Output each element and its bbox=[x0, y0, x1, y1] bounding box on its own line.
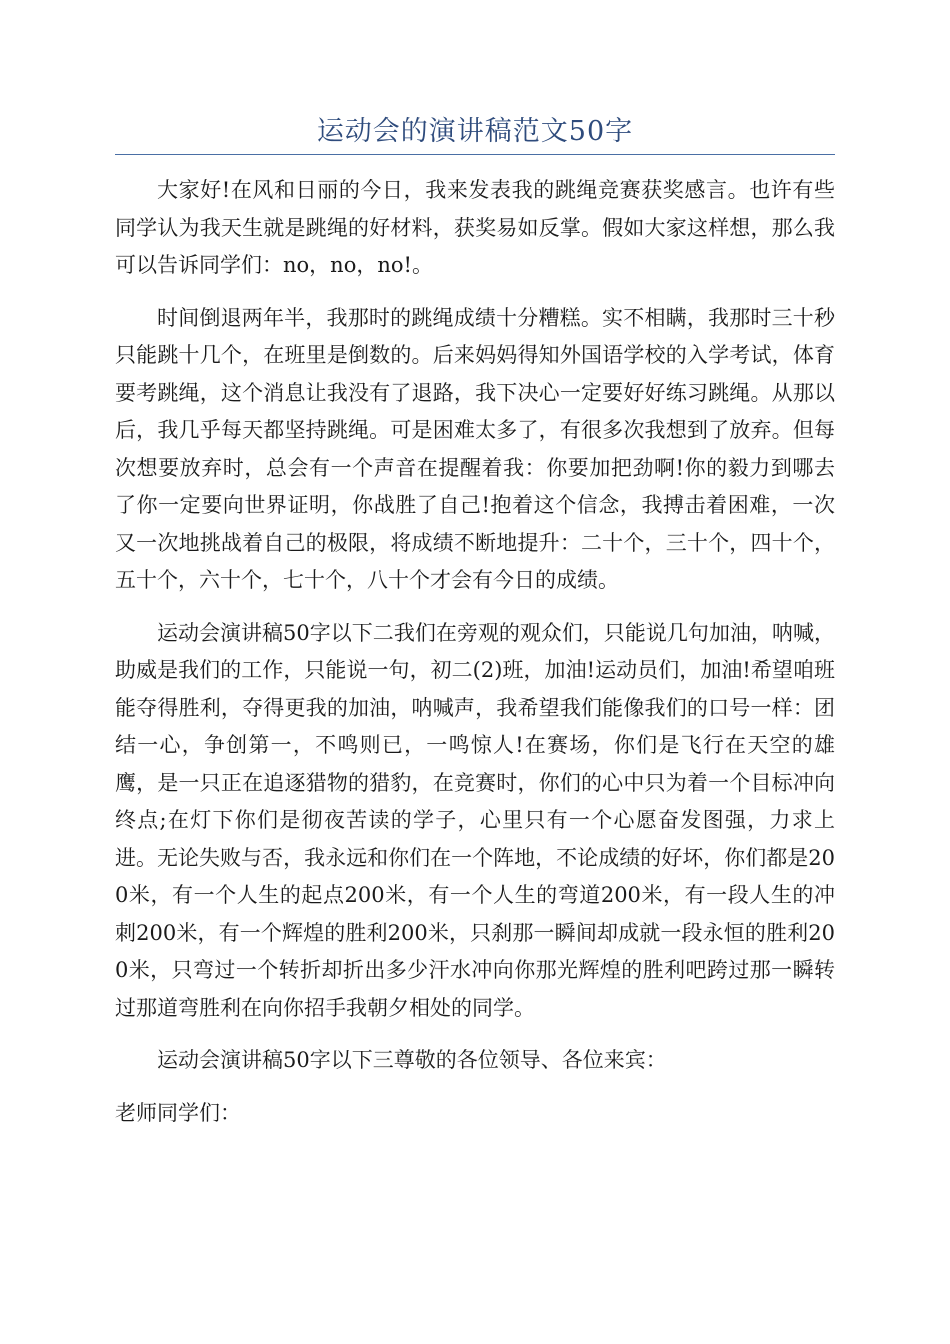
document-title: 运动会的演讲稿范文50字 bbox=[316, 116, 634, 147]
paragraph-speech-three: 运动会演讲稿50字以下三尊敬的各位领导、各位来宾： bbox=[157, 1048, 667, 1072]
paragraph-speech-two: 运动会演讲稿50字以下二我们在旁观的观众们，只能说几句加油，呐喊，助威是我们的工作，只能说一句，初二(2)班，加油!运动员们，加油!希望咱班能夺得胜利，夺得更我的加油，呐喊声，我希望我们能像我们的口号一样：团结一心，争创第一，不鸣则已，一鸣惊人!在赛场，你们是飞行在天空的雄鹰，是一只正在追逐猎物的猎豹，在竞赛时，你们的心中只为着一个目标冲向终点;在灯下你们是彻夜苦读的学子，心里只有一个心愿奋发图强，力求上进。无论失败与否，我永远和你们在一个阵地，不论成绩的好坏，你们都是200米，有一个人生的起点200米，有一个人生的弯道200米，有一段人生的冲刺200米，有一个辉煌的胜利200米，只刹那一瞬间却成就一段永恒的胜利200米，只弯过一个转折却折出多少汗水冲向你那光辉煌的胜利吧跨过那一瞬转过那道弯胜利在向你招手我朝夕相处的同学。 bbox=[115, 620, 835, 1020]
paragraph-story: 时间倒退两年半，我那时的跳绳成绩十分糟糕。实不相瞒，我那时三十秒只能跳十几个，在班里是倒数的。后来妈妈得知外国语学校的入学考试，体育要考跳绳，这个消息让我没有了退路，我下决心一定要好好练习跳绳。从那以后，我几乎每天都坚持跳绳。可是困难太多了，有很多次我想到了放弃。但每次想要放弃时，总会有一个声音在提醒着我：你要加把劲啊!你的毅力到哪去了你一定要向世界证明，你战胜了自己!抱着这个信念，我搏击着困难，一次又一次地挑战着自己的极限，将成绩不断地提升：二十个，三十个，四十个，五十个，六十个，七十个，八十个才会有今日的成绩。 bbox=[115, 305, 835, 592]
title-underline bbox=[115, 154, 835, 155]
paragraph-greeting: 老师同学们： bbox=[115, 1100, 241, 1125]
document-body bbox=[115, 172, 835, 1147]
paragraph-intro: 大家好!在风和日丽的今日，我来发表我的跳绳竞赛获奖感言。也许有些同学认为我天生就是跳绳的好材料，获奖易如反掌。假如大家这样想，那么我可以告诉同学们：no，no，no!。 bbox=[115, 178, 835, 277]
